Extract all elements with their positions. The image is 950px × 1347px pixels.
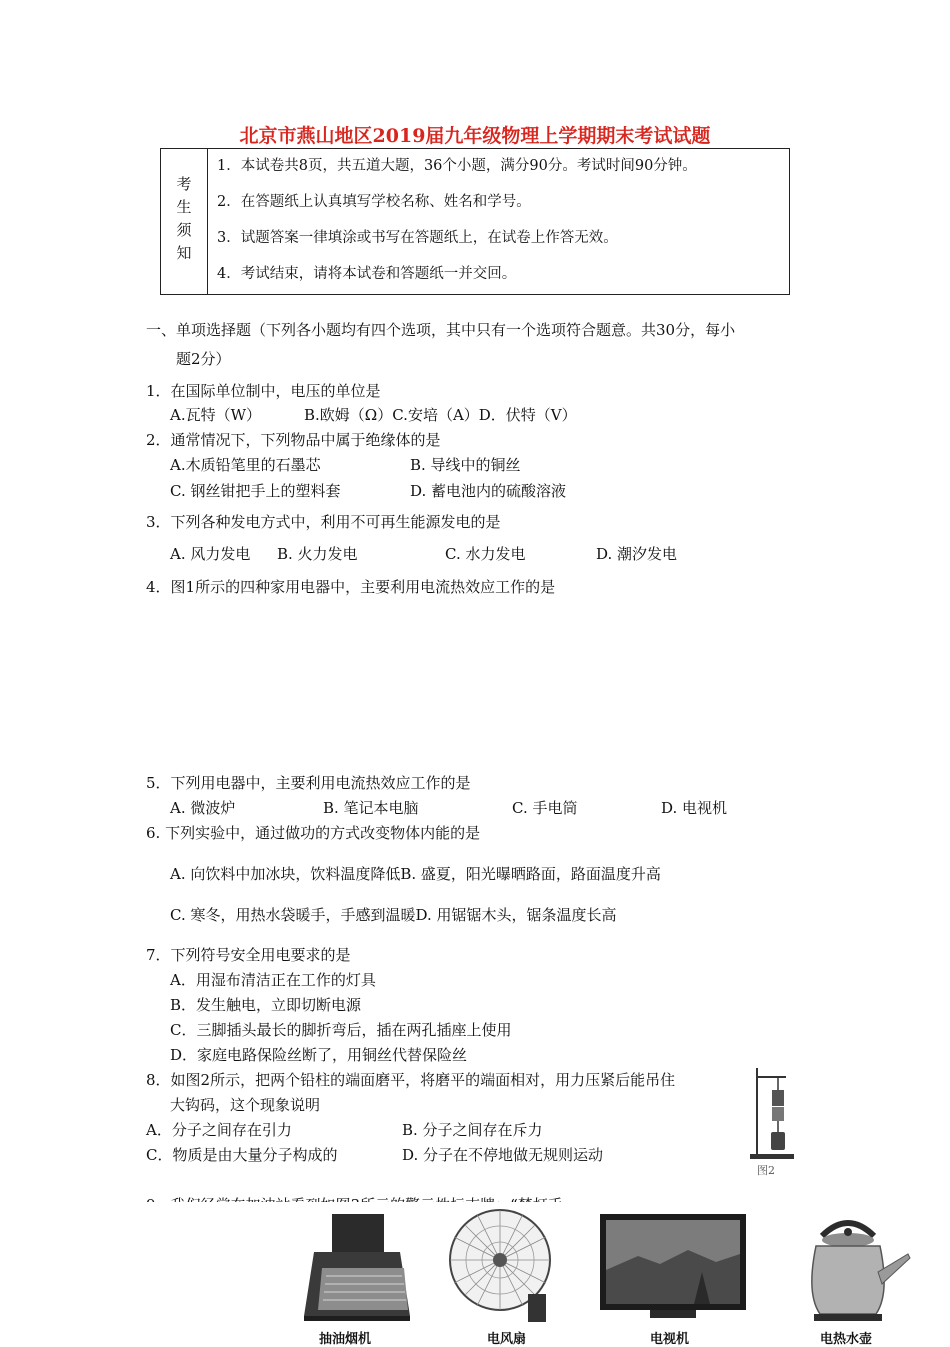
- appliance-caption-fan: 电风扇: [487, 1332, 527, 1347]
- q3-option-c: C. 水力发电: [445, 545, 526, 563]
- notice-item: 2．在答题纸上认真填写学校名称、姓名和学号。: [217, 194, 531, 210]
- question-7-stem: 7．下列符号安全用电要求的是: [146, 946, 351, 964]
- exam-notice-box: [160, 148, 790, 295]
- q3-option-a: A. 风力发电: [170, 545, 251, 563]
- q7-option-c: C．三脚插头最长的脚折弯后，插在两孔插座上使用: [170, 1021, 512, 1039]
- notice-item: 1．本试卷共8页，共五道大题，36个小题，满分90分。考试时间90分钟。: [217, 158, 697, 174]
- q6-options-ab: A. 向饮料中加冰块，饮料温度降低B. 盛夏，阳光曝晒路面，路面温度升高: [170, 865, 661, 883]
- q5-option-d: D. 电视机: [661, 799, 728, 817]
- q7-option-d: D．家庭电路保险丝断了，用铜丝代替保险丝: [170, 1046, 468, 1064]
- question-6-stem: 6. 下列实验中，通过做功的方式改变物体内能的是: [146, 824, 481, 842]
- appliance-caption-range-hood: 抽油烟机: [319, 1332, 372, 1347]
- electric-kettle-image: [788, 1210, 918, 1326]
- q7-option-a: A．用湿布清洁正在工作的灯具: [170, 971, 376, 989]
- q3-option-b: B. 火力发电: [277, 545, 358, 563]
- q2-option-d: D. 蓄电池内的硫酸溶液: [410, 482, 567, 500]
- question-8-stem: 8．如图2所示，把两个铅柱的端面磨平，将磨平的端面相对，用力压紧后能吊住: [146, 1071, 676, 1089]
- q8-option-c: C．物质是由大量分子构成的: [146, 1146, 338, 1164]
- q2-option-c: C. 钢丝钳把手上的塑料套: [170, 482, 341, 500]
- notice-label-cell: [161, 149, 208, 294]
- q5-option-c: C. 手电筒: [512, 799, 578, 817]
- q8-option-b: B. 分子之间存在斥力: [402, 1121, 543, 1139]
- q1-option-bcd: B.欧姆（Ω）C.安培（A）D．伏特（V）: [304, 406, 577, 424]
- q2-option-b: B. 导线中的铜丝: [410, 456, 521, 474]
- question-1-stem: 1．在国际单位制中，电压的单位是: [146, 382, 381, 400]
- question-5-stem: 5．下列用电器中，主要利用电流热效应工作的是: [146, 774, 471, 792]
- range-hood-image: [292, 1212, 422, 1324]
- section-heading-cont: 题2分）: [176, 350, 231, 368]
- q8-option-d: D. 分子在不停地做无规则运动: [402, 1146, 604, 1164]
- section-heading: 一、单项选择题（下列各小题均有四个选项，其中只有一个选项符合题意。共30分，每小: [146, 321, 736, 339]
- lead-cylinder-stand-figure: [748, 1062, 796, 1172]
- question-4-stem: 4．图1所示的四种家用电器中，主要利用电流热效应工作的是: [146, 578, 556, 596]
- q7-option-b: B．发生触电，立即切断电源: [170, 996, 362, 1014]
- q1-option-a: A.瓦特（W）: [170, 406, 262, 424]
- appliance-caption-kettle: 电热水壶: [820, 1332, 873, 1347]
- page-title: 北京市燕山地区2019届九年级物理上学期期末考试试题: [239, 125, 711, 147]
- notice-label: 考生须知: [174, 175, 193, 268]
- q2-option-a: A.木质铅笔里的石墨芯: [170, 456, 321, 474]
- question-3-stem: 3．下列各种发电方式中，利用不可再生能源发电的是: [146, 513, 501, 531]
- question-8-stem-cont: 大钩码，这个现象说明: [170, 1096, 321, 1114]
- notice-item: 3．试题答案一律填涂或书写在答题纸上，在试卷上作答无效。: [217, 230, 618, 246]
- question-2-stem: 2．通常情况下，下列物品中属于绝缘体的是: [146, 431, 441, 449]
- television-image: [598, 1212, 748, 1324]
- q5-option-a: A. 微波炉: [170, 799, 236, 817]
- q6-options-cd: C. 寒冬，用热水袋暖手，手感到温暖D. 用锯锯木头，锯条温度长高: [170, 906, 617, 924]
- q3-option-d: D. 潮汐发电: [596, 545, 678, 563]
- appliance-caption-tv: 电视机: [650, 1332, 690, 1347]
- notice-item: 4．考试结束，请将本试卷和答题纸一并交回。: [217, 266, 517, 282]
- electric-fan-image: [446, 1206, 556, 1324]
- figure-2-label: 图2: [757, 1164, 775, 1177]
- q8-option-a: A．分子之间存在引力: [146, 1121, 292, 1139]
- q5-option-b: B. 笔记本电脑: [323, 799, 419, 817]
